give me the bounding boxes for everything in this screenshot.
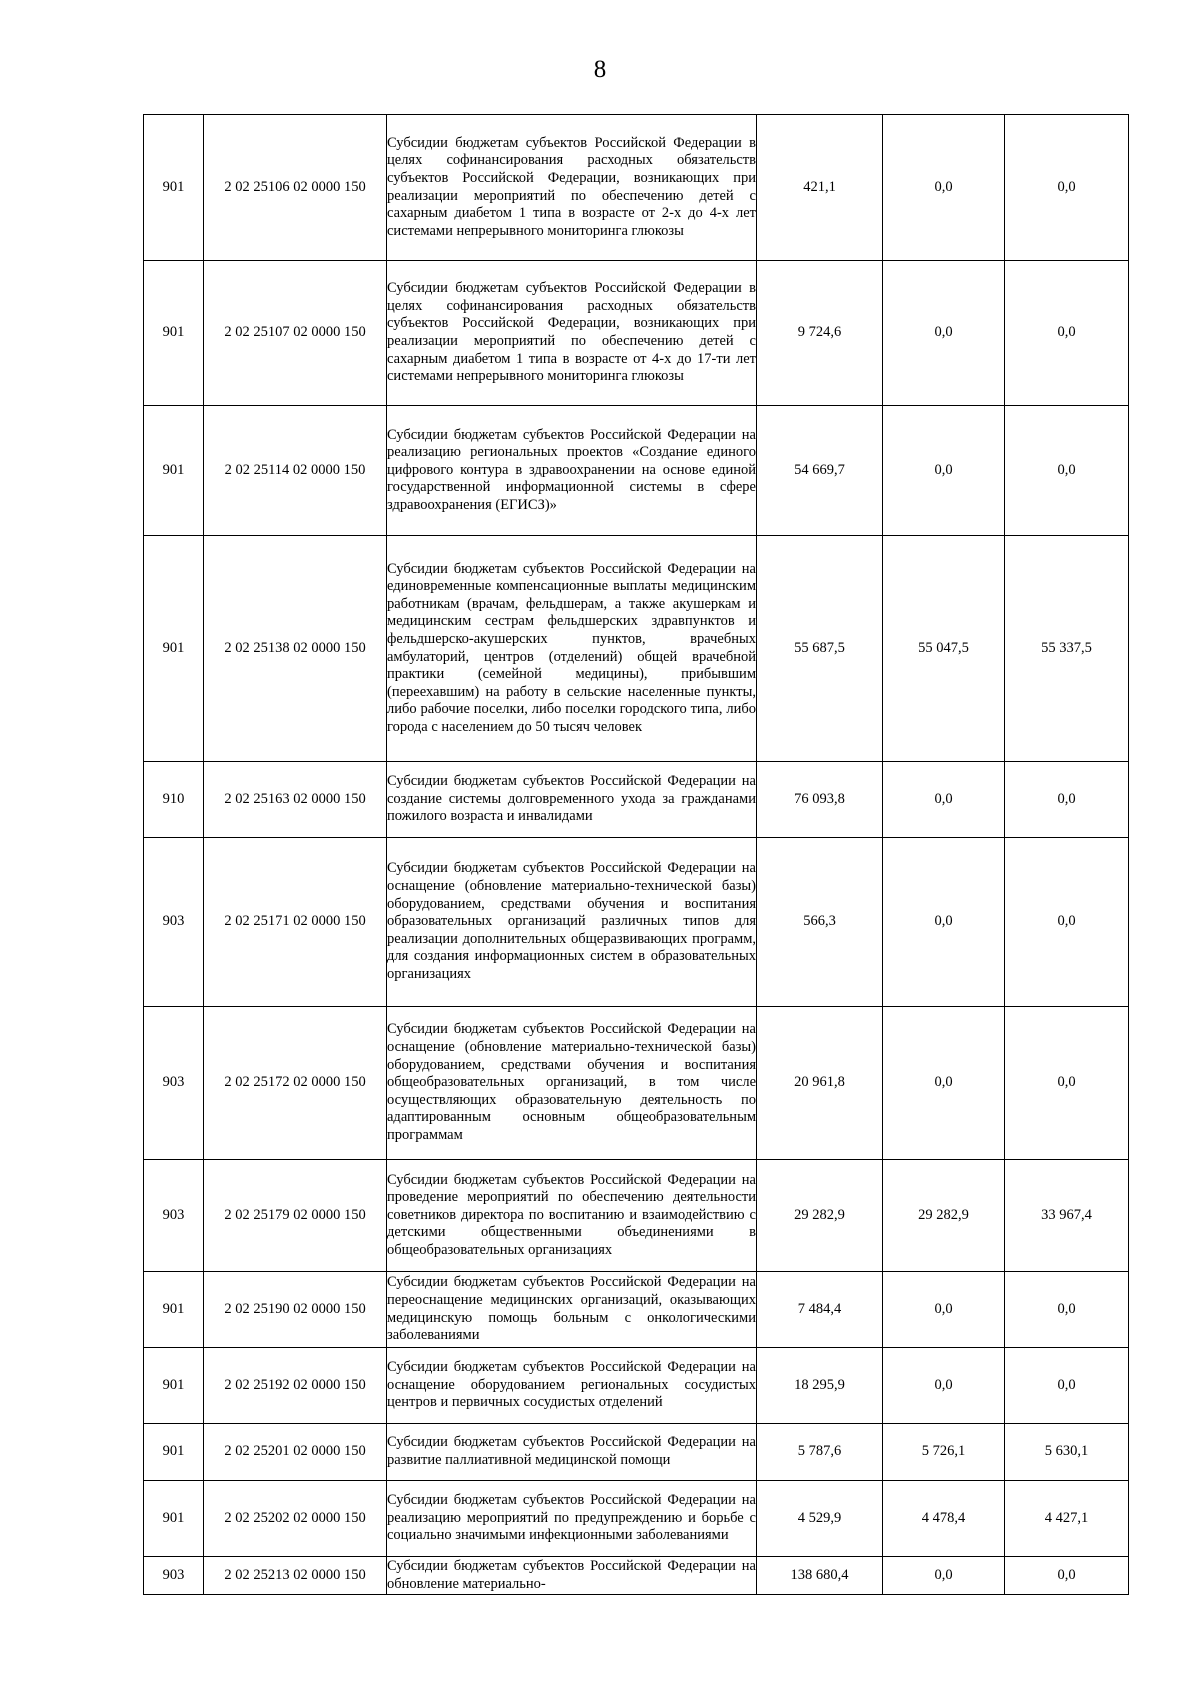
year1-amount-cell: 55 687,5 xyxy=(757,536,883,762)
year1-amount-cell: 29 282,9 xyxy=(757,1160,883,1272)
year1-amount-cell: 5 787,6 xyxy=(757,1424,883,1481)
year1-amount-cell: 54 669,7 xyxy=(757,406,883,536)
admin-code-cell: 901 xyxy=(144,1348,204,1424)
year3-amount-cell: 4 427,1 xyxy=(1005,1481,1129,1557)
budget-code-cell: 2 02 25192 02 0000 150 xyxy=(204,1348,387,1424)
year3-amount-cell: 0,0 xyxy=(1005,1272,1129,1348)
budget-code-cell: 2 02 25106 02 0000 150 xyxy=(204,115,387,261)
admin-code-cell: 903 xyxy=(144,1007,204,1160)
description-cell xyxy=(387,1481,757,1557)
table-row xyxy=(144,261,1129,406)
budget-table xyxy=(143,114,1129,1595)
admin-code-cell: 901 xyxy=(144,1481,204,1557)
budget-code-cell: 2 02 25171 02 0000 150 xyxy=(204,838,387,1007)
year3-amount-cell: 0,0 xyxy=(1005,261,1129,406)
year3-amount-cell: 0,0 xyxy=(1005,406,1129,536)
table-row xyxy=(144,1424,1129,1481)
admin-code-cell: 901 xyxy=(144,406,204,536)
table-row xyxy=(144,536,1129,762)
year2-amount-cell: 29 282,9 xyxy=(883,1160,1005,1272)
description-text: Субсидии бюджетам субъектов Российской Федерации на реализацию мероприятий по предупреждению и борьбе с социально значимыми инфекционными заболеваниями xyxy=(387,1492,756,1544)
description-text: Субсидии бюджетам субъектов Российской Федерации на создание системы долговременного ухода за гражданами пожилого возраста и инвалидами xyxy=(387,773,756,825)
description-cell xyxy=(387,1272,757,1348)
admin-code-cell: 903 xyxy=(144,1160,204,1272)
year1-amount-cell: 9 724,6 xyxy=(757,261,883,406)
description-cell xyxy=(387,1557,757,1595)
year2-amount-cell: 0,0 xyxy=(883,1272,1005,1348)
year1-amount-cell: 138 680,4 xyxy=(757,1557,883,1595)
budget-code-cell: 2 02 25190 02 0000 150 xyxy=(204,1272,387,1348)
table-row xyxy=(144,838,1129,1007)
admin-code-cell: 901 xyxy=(144,1424,204,1481)
description-text: Субсидии бюджетам субъектов Российской Федерации на обновление материально- xyxy=(387,1557,756,1592)
budget-code-cell: 2 02 25202 02 0000 150 xyxy=(204,1481,387,1557)
year3-amount-cell: 5 630,1 xyxy=(1005,1424,1129,1481)
budget-code-cell: 2 02 25163 02 0000 150 xyxy=(204,762,387,838)
year2-amount-cell: 55 047,5 xyxy=(883,536,1005,762)
description-text: Субсидии бюджетам субъектов Российской Федерации на оснащение (обновление материально-технической базы) оборудованием, средствами обучения и воспитания образовательных организаций различных типов для реализации дополнительных общеразвивающих программ, для создания информационных систем в образовательных организациях xyxy=(387,860,756,982)
year1-amount-cell: 7 484,4 xyxy=(757,1272,883,1348)
year2-amount-cell: 4 478,4 xyxy=(883,1481,1005,1557)
year3-amount-cell: 0,0 xyxy=(1005,1007,1129,1160)
budget-code-cell: 2 02 25201 02 0000 150 xyxy=(204,1424,387,1481)
description-cell xyxy=(387,536,757,762)
table-row xyxy=(144,1007,1129,1160)
budget-code-cell: 2 02 25179 02 0000 150 xyxy=(204,1160,387,1272)
description-text: Субсидии бюджетам субъектов Российской Федерации на проведение мероприятий по обеспечению деятельности советников директора по воспитанию и взаимодействию с детскими общественными объединениями в общеобразовательных организациях xyxy=(387,1171,756,1258)
year2-amount-cell: 0,0 xyxy=(883,115,1005,261)
admin-code-cell: 901 xyxy=(144,536,204,762)
description-text: Субсидии бюджетам субъектов Российской Федерации на оснащение оборудованием региональных сосудистых центров и первичных сосудистых отделений xyxy=(387,1359,756,1411)
description-text: Субсидии бюджетам субъектов Российской Федерации на реализацию региональных проектов «Создание единого цифрового контура в здравоохранении на основе единой государственной информационной системы в сфере здравоохранения (ЕГИСЗ)» xyxy=(387,426,756,513)
description-text: Субсидии бюджетам субъектов Российской Федерации на оснащение (обновление материально-технической базы) оборудованием, средствами обучения и воспитания общеобразовательных организаций, в том числе осуществляющих образовательную деятельность по адаптированным основным общеобразовательным программам xyxy=(387,1021,756,1143)
budget-code-cell: 2 02 25114 02 0000 150 xyxy=(204,406,387,536)
description-cell xyxy=(387,762,757,838)
year1-amount-cell: 566,3 xyxy=(757,838,883,1007)
description-cell xyxy=(387,1348,757,1424)
year3-amount-cell: 55 337,5 xyxy=(1005,536,1129,762)
year1-amount-cell: 20 961,8 xyxy=(757,1007,883,1160)
year1-amount-cell: 4 529,9 xyxy=(757,1481,883,1557)
year3-amount-cell: 0,0 xyxy=(1005,1348,1129,1424)
year1-amount-cell: 18 295,9 xyxy=(757,1348,883,1424)
year1-amount-cell: 421,1 xyxy=(757,115,883,261)
description-cell xyxy=(387,1007,757,1160)
year1-amount-cell: 76 093,8 xyxy=(757,762,883,838)
description-text: Субсидии бюджетам субъектов Российской Федерации на единовременные компенсационные выплаты медицинским работникам (врачам, фельдшерам, а также акушеркам и медицинским сестрам фельдшерских здравпунктов и фельдшерско-акушерских пунктов, врачебных амбулаторий, центров (отделений) общей врачебной практики (семейной медицины), прибывшим (переехавшим) на работу в сельские населенные пункты, либо рабочие поселки, либо поселки городского типа, либо города с населением до 50 тысяч человек xyxy=(387,560,756,735)
description-text: Субсидии бюджетам субъектов Российской Федерации в целях софинансирования расходных обязательств субъектов Российской Федерации, возникающих при реализации мероприятий по обеспечению детей с сахарным диабетом 1 типа в возрасте от 4-х до 17-ти лет системами непрерывного мониторинга глюкозы xyxy=(387,280,756,385)
description-text: Субсидии бюджетам субъектов Российской Федерации на переоснащение медицинских организаций, оказывающих медицинскую помощь больным с онкологическими заболеваниями xyxy=(387,1274,756,1344)
admin-code-cell: 903 xyxy=(144,838,204,1007)
description-cell xyxy=(387,261,757,406)
year2-amount-cell: 0,0 xyxy=(883,838,1005,1007)
year2-amount-cell: 0,0 xyxy=(883,261,1005,406)
table-row xyxy=(144,115,1129,261)
year2-amount-cell: 0,0 xyxy=(883,1557,1005,1595)
table-row xyxy=(144,406,1129,536)
year3-amount-cell: 0,0 xyxy=(1005,762,1129,838)
table-row xyxy=(144,1272,1129,1348)
year2-amount-cell: 5 726,1 xyxy=(883,1424,1005,1481)
budget-code-cell: 2 02 25213 02 0000 150 xyxy=(204,1557,387,1595)
admin-code-cell: 901 xyxy=(144,261,204,406)
description-cell xyxy=(387,1424,757,1481)
description-cell xyxy=(387,406,757,536)
year2-amount-cell: 0,0 xyxy=(883,762,1005,838)
budget-code-cell: 2 02 25107 02 0000 150 xyxy=(204,261,387,406)
year3-amount-cell: 33 967,4 xyxy=(1005,1160,1129,1272)
description-cell xyxy=(387,115,757,261)
table-row xyxy=(144,1481,1129,1557)
table-row xyxy=(144,1557,1129,1595)
description-cell xyxy=(387,838,757,1007)
admin-code-cell: 901 xyxy=(144,1272,204,1348)
table-row xyxy=(144,1160,1129,1272)
table-row xyxy=(144,1348,1129,1424)
admin-code-cell: 903 xyxy=(144,1557,204,1595)
year2-amount-cell: 0,0 xyxy=(883,1007,1005,1160)
budget-code-cell: 2 02 25172 02 0000 150 xyxy=(204,1007,387,1160)
budget-code-cell: 2 02 25138 02 0000 150 xyxy=(204,536,387,762)
description-cell xyxy=(387,1160,757,1272)
description-text: Субсидии бюджетам субъектов Российской Федерации на развитие паллиативной медицинской помощи xyxy=(387,1434,756,1468)
year2-amount-cell: 0,0 xyxy=(883,406,1005,536)
year3-amount-cell: 0,0 xyxy=(1005,1557,1129,1595)
admin-code-cell: 901 xyxy=(144,115,204,261)
year3-amount-cell: 0,0 xyxy=(1005,838,1129,1007)
year2-amount-cell: 0,0 xyxy=(883,1348,1005,1424)
description-text: Субсидии бюджетам субъектов Российской Федерации в целях софинансирования расходных обязательств субъектов Российской Федерации, возникающих при реализации мероприятий по обеспечению детей с сахарным диабетом 1 типа в возрасте от 2-х до 4-х лет системами непрерывного мониторинга глюкозы xyxy=(387,134,756,239)
page-number: 8 xyxy=(593,56,607,83)
admin-code-cell: 910 xyxy=(144,762,204,838)
year3-amount-cell: 0,0 xyxy=(1005,115,1129,261)
table-row xyxy=(144,762,1129,838)
